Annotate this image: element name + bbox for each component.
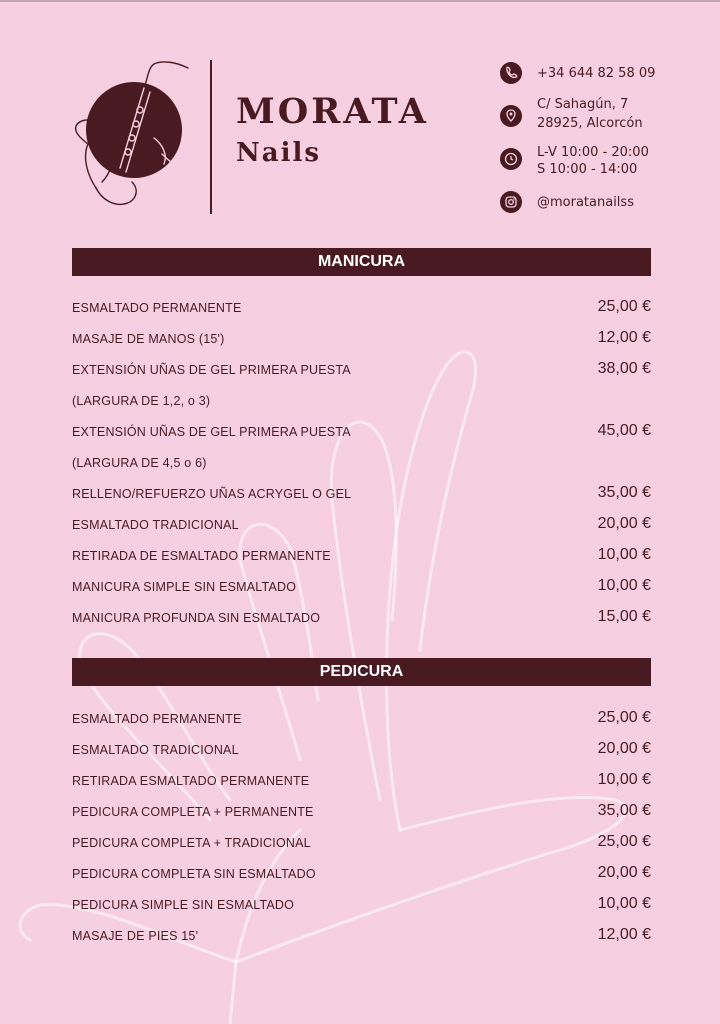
brand-block [236, 92, 429, 170]
location-pin-icon [500, 105, 522, 127]
pedicura-item [72, 709, 651, 733]
service-name: ESMALTADO TRADICIONAL [72, 518, 239, 532]
service-name: RETIRADA ESMALTADO PERMANENTE [72, 774, 310, 788]
service-name: ESMALTADO PERMANENTE [72, 712, 242, 726]
pedicura-header: PEDICURA [72, 658, 651, 686]
manicura-item [72, 453, 651, 477]
hours-weekdays: L-V 10:00 - 20:00 [537, 145, 649, 160]
pedicura-item [72, 771, 651, 795]
instagram-icon [500, 191, 522, 213]
manicura-item [72, 577, 651, 601]
service-name: RELLENO/REFUERZO UÑAS ACRYGEL O GEL [72, 487, 352, 501]
service-price: 25,00 € [597, 833, 651, 850]
service-name: (LARGURA DE 4,5 o 6) [72, 456, 207, 470]
phone-icon [500, 62, 522, 84]
logo-divider [210, 60, 212, 214]
service-name: PEDICURA COMPLETA + PERMANENTE [72, 805, 314, 819]
service-price: 12,00 € [597, 926, 651, 943]
service-price: 10,00 € [597, 577, 651, 594]
service-price: 38,00 € [597, 360, 651, 377]
manicura-item [72, 515, 651, 539]
service-price: 20,00 € [597, 515, 651, 532]
service-name: ESMALTADO TRADICIONAL [72, 743, 239, 757]
service-name: RETIRADA DE ESMALTADO PERMANENTE [72, 549, 331, 563]
service-name: PEDICURA COMPLETA SIN ESMALTADO [72, 867, 316, 881]
service-price: 45,00 € [597, 422, 651, 439]
manicura-header: MANICURA [72, 248, 651, 276]
service-name: MASAJE DE MANOS (15') [72, 332, 225, 346]
service-name: PEDICURA COMPLETA + TRADICIONAL [72, 836, 311, 850]
pedicura-item [72, 833, 651, 857]
instagram-handle[interactable]: @moratanailss [537, 195, 634, 210]
manicura-item [72, 360, 651, 384]
service-price: 10,00 € [597, 546, 651, 563]
pedicura-item [72, 895, 651, 919]
manicura-item [72, 391, 651, 415]
brand-name: MORATA [236, 91, 429, 132]
pedicura-item [72, 864, 651, 888]
service-name: MASAJE DE PIES 15' [72, 929, 199, 943]
clock-icon [500, 148, 522, 170]
manicura-item [72, 608, 651, 632]
service-name: PEDICURA SIMPLE SIN ESMALTADO [72, 898, 295, 912]
address-line-2: 28925, Alcorcón [537, 116, 643, 131]
manicura-item [72, 329, 651, 353]
address-line-1: C/ Sahagún, 7 [537, 97, 629, 112]
service-name: ESMALTADO PERMANENTE [72, 301, 242, 315]
phone-number[interactable]: +34 644 82 58 09 [537, 66, 656, 81]
service-price: 35,00 € [597, 802, 651, 819]
service-price: 12,00 € [597, 329, 651, 346]
service-name: MANICURA SIMPLE SIN ESMALTADO [72, 580, 297, 594]
manicura-item [72, 298, 651, 322]
service-price: 25,00 € [597, 709, 651, 726]
service-price: 20,00 € [597, 864, 651, 881]
service-price: 10,00 € [597, 895, 651, 912]
hours-saturday: S 10:00 - 14:00 [537, 162, 638, 177]
manicura-item [72, 546, 651, 570]
service-name: EXTENSIÓN UÑAS DE GEL PRIMERA PUESTA [72, 363, 351, 377]
service-name: (LARGURA DE 1,2, o 3) [72, 394, 211, 408]
service-price: 35,00 € [597, 484, 651, 501]
service-price: 25,00 € [597, 298, 651, 315]
service-price: 10,00 € [597, 771, 651, 788]
manicura-item [72, 422, 651, 446]
pedicura-item [72, 802, 651, 826]
service-price: 20,00 € [597, 740, 651, 757]
pedicura-item [72, 740, 651, 764]
service-price: 15,00 € [597, 608, 651, 625]
saxophone-logo-icon [66, 58, 190, 212]
service-name: MANICURA PROFUNDA SIN ESMALTADO [72, 611, 321, 625]
brand-subtitle: Nails [236, 138, 322, 168]
manicura-item [72, 484, 651, 508]
pedicura-item [72, 926, 651, 950]
service-name: EXTENSIÓN UÑAS DE GEL PRIMERA PUESTA [72, 425, 351, 439]
